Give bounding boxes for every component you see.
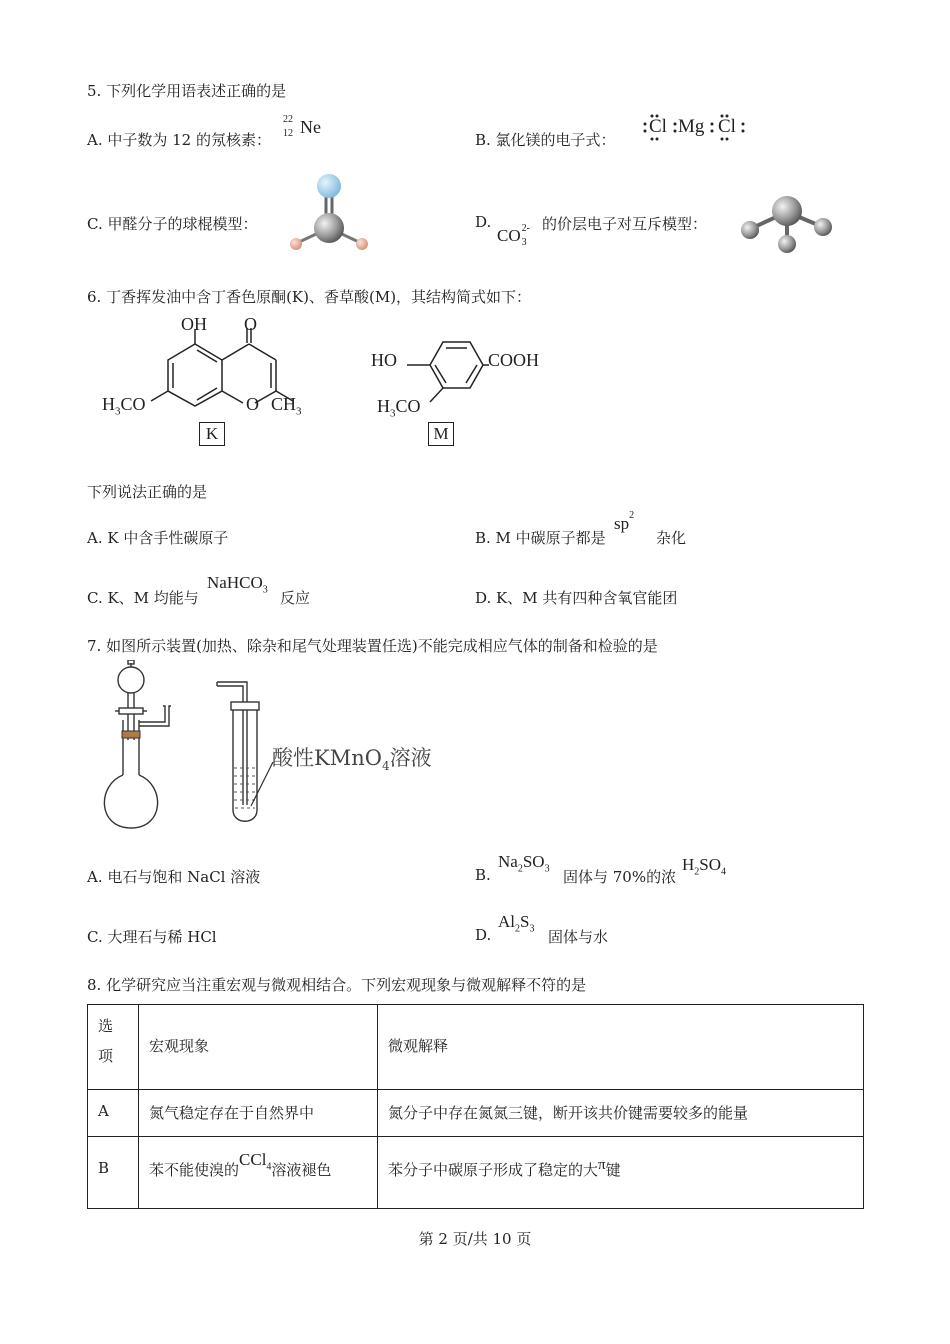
q7-s: S bbox=[520, 912, 530, 931]
q7-h-sub: 2 bbox=[694, 866, 700, 878]
q6-nahco-sub: 3 bbox=[262, 584, 268, 596]
q7-so-sub: 3 bbox=[544, 863, 550, 875]
q7-reagent-label bbox=[272, 742, 432, 773]
k-oh: OH bbox=[181, 314, 207, 334]
q6-sp2 bbox=[614, 510, 635, 534]
q7-h: H bbox=[682, 855, 695, 874]
q7-option-d-tail: 固体与水 bbox=[548, 928, 609, 946]
row-b-micro-post: 键 bbox=[605, 1161, 621, 1179]
vsepr-ball-right bbox=[814, 218, 832, 236]
row-b-macro bbox=[139, 1137, 378, 1209]
test-tube-apparatus bbox=[215, 680, 275, 830]
header-option bbox=[88, 1005, 139, 1090]
m-methoxy-co: CO bbox=[395, 396, 421, 416]
q5-carbonate-formula bbox=[497, 223, 535, 248]
q5-mass-number: 22 bbox=[283, 114, 293, 125]
row-b-pi: π bbox=[598, 1157, 606, 1173]
q7-so4: SO bbox=[699, 855, 722, 874]
m-hydroxy: HO bbox=[371, 350, 397, 370]
q7-na: Na bbox=[498, 852, 518, 871]
page-footer: 第 2 页/共 10 页 bbox=[418, 1230, 532, 1248]
q7-al: Al bbox=[498, 912, 515, 931]
k-methyl-sub: 3 bbox=[296, 405, 302, 418]
q5-neon-symbol: Ne bbox=[300, 117, 321, 137]
carbon-ball bbox=[314, 213, 344, 243]
q6-sp-sup: 2 bbox=[629, 510, 635, 522]
q5-option-a: A. 中子数为 12 的氖核素： bbox=[87, 131, 271, 149]
q7-na2so3 bbox=[498, 852, 550, 874]
q5-atomic-number: 12 bbox=[283, 128, 293, 139]
m-methoxy bbox=[377, 396, 421, 420]
table-header-row bbox=[88, 1005, 864, 1090]
q5-stem: 5. 下列化学用语表述正确的是 bbox=[87, 82, 287, 100]
row-b-ccl4 bbox=[239, 1150, 272, 1173]
header-option-line2: 项 bbox=[98, 1047, 114, 1065]
row-b-micro-pre: 苯分子中碳原子形成了稳定的大 bbox=[388, 1161, 599, 1179]
row-b-micro bbox=[378, 1137, 864, 1209]
q5-mg: Mg bbox=[678, 116, 705, 137]
q6-sub-stem: 下列说法正确的是 bbox=[87, 483, 208, 501]
q5-cl-right: Cl bbox=[718, 116, 736, 137]
row-a-macro: 氮气稳定存在于自然界中 bbox=[139, 1090, 378, 1137]
q5-carbonate-charge: 2- bbox=[521, 223, 530, 234]
q5-electron-formula bbox=[641, 110, 751, 144]
row-b-macro-post: 溶液褪色 bbox=[271, 1161, 332, 1179]
flask-apparatus bbox=[95, 660, 185, 830]
q6-option-a: A. K 中含手性碳原子 bbox=[87, 529, 229, 547]
q7-h2so4 bbox=[682, 855, 726, 877]
q5-option-d-label: D. bbox=[475, 213, 492, 231]
row-b-option: B bbox=[88, 1137, 139, 1209]
q5-option-a-nuclide bbox=[283, 114, 331, 146]
k-methyl bbox=[271, 394, 302, 418]
q5-option-c: C. 甲醛分子的球棍模型： bbox=[87, 215, 258, 233]
k-label-box: K bbox=[199, 422, 225, 446]
formaldehyde-ball-stick-model bbox=[283, 170, 373, 256]
q5-carbonate-sub: 3 bbox=[521, 237, 527, 248]
m-label-box: M bbox=[428, 422, 454, 446]
q7-option-b-label: B. bbox=[475, 866, 491, 884]
header-macro: 宏观现象 bbox=[139, 1005, 378, 1090]
q7-reagent-post: 溶液 bbox=[389, 746, 432, 770]
q6-option-c: C. K、M 均能与 bbox=[87, 589, 199, 607]
q6-option-c-tail: 反应 bbox=[280, 589, 311, 607]
q6-option-b-tail: 杂化 bbox=[656, 529, 687, 547]
q7-na-sub: 2 bbox=[517, 863, 523, 875]
carbonate-vsepr-model bbox=[735, 192, 840, 258]
q6-nahco: NaHCO bbox=[207, 573, 263, 592]
q7-al-sub: 2 bbox=[515, 923, 520, 935]
rubber-stopper bbox=[122, 731, 140, 738]
q7-so: SO bbox=[522, 852, 545, 871]
k-ring-o: O bbox=[246, 394, 259, 414]
row-b-ccl: CCl bbox=[239, 1150, 267, 1169]
k-methoxy-co: CO bbox=[120, 394, 146, 414]
m-carboxyl: COOH bbox=[488, 350, 540, 370]
q7-so4-sub: 4 bbox=[721, 866, 727, 878]
q5-co: CO bbox=[497, 226, 521, 245]
vsepr-ball-bottom bbox=[778, 235, 796, 253]
q7-option-a: A. 电石与饱和 NaCl 溶液 bbox=[87, 868, 261, 886]
k-carbonyl-o: O bbox=[244, 314, 257, 334]
vsepr-ball-left bbox=[741, 221, 759, 239]
header-micro: 微观解释 bbox=[378, 1005, 864, 1090]
q6-stem: 6. 丁香挥发油中含丁香色原酮(K)、香草酸(M)，其结构简式如下： bbox=[87, 288, 532, 306]
row-b-macro-pre: 苯不能使溴的 bbox=[149, 1161, 240, 1179]
q7-reagent-pre: 酸性KMnO bbox=[272, 746, 382, 770]
q8-table bbox=[87, 1004, 864, 1209]
hydrogen-ball-right bbox=[356, 238, 368, 250]
q7-al2s3 bbox=[498, 912, 534, 934]
k-methoxy-sub: 3 bbox=[115, 405, 121, 418]
q5-option-b: B. 氯化镁的电子式： bbox=[475, 131, 616, 149]
row-b-ccl-sub: 4 bbox=[266, 1161, 272, 1173]
q7-s-sub: 3 bbox=[529, 923, 535, 935]
table-row bbox=[88, 1137, 864, 1209]
k-methyl-ch: CH bbox=[271, 394, 297, 414]
hydrogen-ball-left bbox=[290, 238, 302, 250]
q7-stem: 7. 如图所示装置(加热、除杂和尾气处理装置任选)不能完成相应气体的制备和检验的是 bbox=[87, 637, 658, 655]
m-methoxy-sub: 3 bbox=[390, 407, 396, 420]
q5-option-d-text: 的价层电子对互斥模型： bbox=[542, 215, 708, 233]
table-row bbox=[88, 1090, 864, 1137]
q7-reagent-sub: 4 bbox=[381, 759, 390, 774]
vsepr-center-ball bbox=[772, 196, 802, 226]
q6-nahco3 bbox=[207, 573, 268, 595]
q8-stem: 8. 化学研究应当注重宏观与微观相结合。下列宏观现象与微观解释不符的是 bbox=[87, 976, 587, 994]
q7-option-c: C. 大理石与稀 HCl bbox=[87, 928, 217, 946]
q6-sp: sp bbox=[614, 514, 630, 533]
k-methoxy-h: H bbox=[102, 394, 115, 414]
m-methoxy-h: H bbox=[377, 396, 390, 416]
oxygen-ball bbox=[317, 174, 341, 198]
k-methoxy bbox=[102, 394, 146, 418]
q7-option-d-label: D. bbox=[475, 926, 492, 944]
q6-option-b: B. M 中碳原子都是 bbox=[475, 529, 606, 547]
row-a-option: A bbox=[88, 1090, 139, 1137]
header-option-line1: 选 bbox=[98, 1017, 114, 1035]
row-a-micro: 氮分子中存在氮氮三键，断开该共价键需要较多的能量 bbox=[378, 1090, 864, 1137]
q7-option-b-mid: 固体与 70%的浓 bbox=[563, 868, 677, 886]
q5-cl-left: Cl bbox=[649, 116, 667, 137]
q6-option-d: D. K、M 共有四种含氧官能团 bbox=[475, 589, 678, 607]
